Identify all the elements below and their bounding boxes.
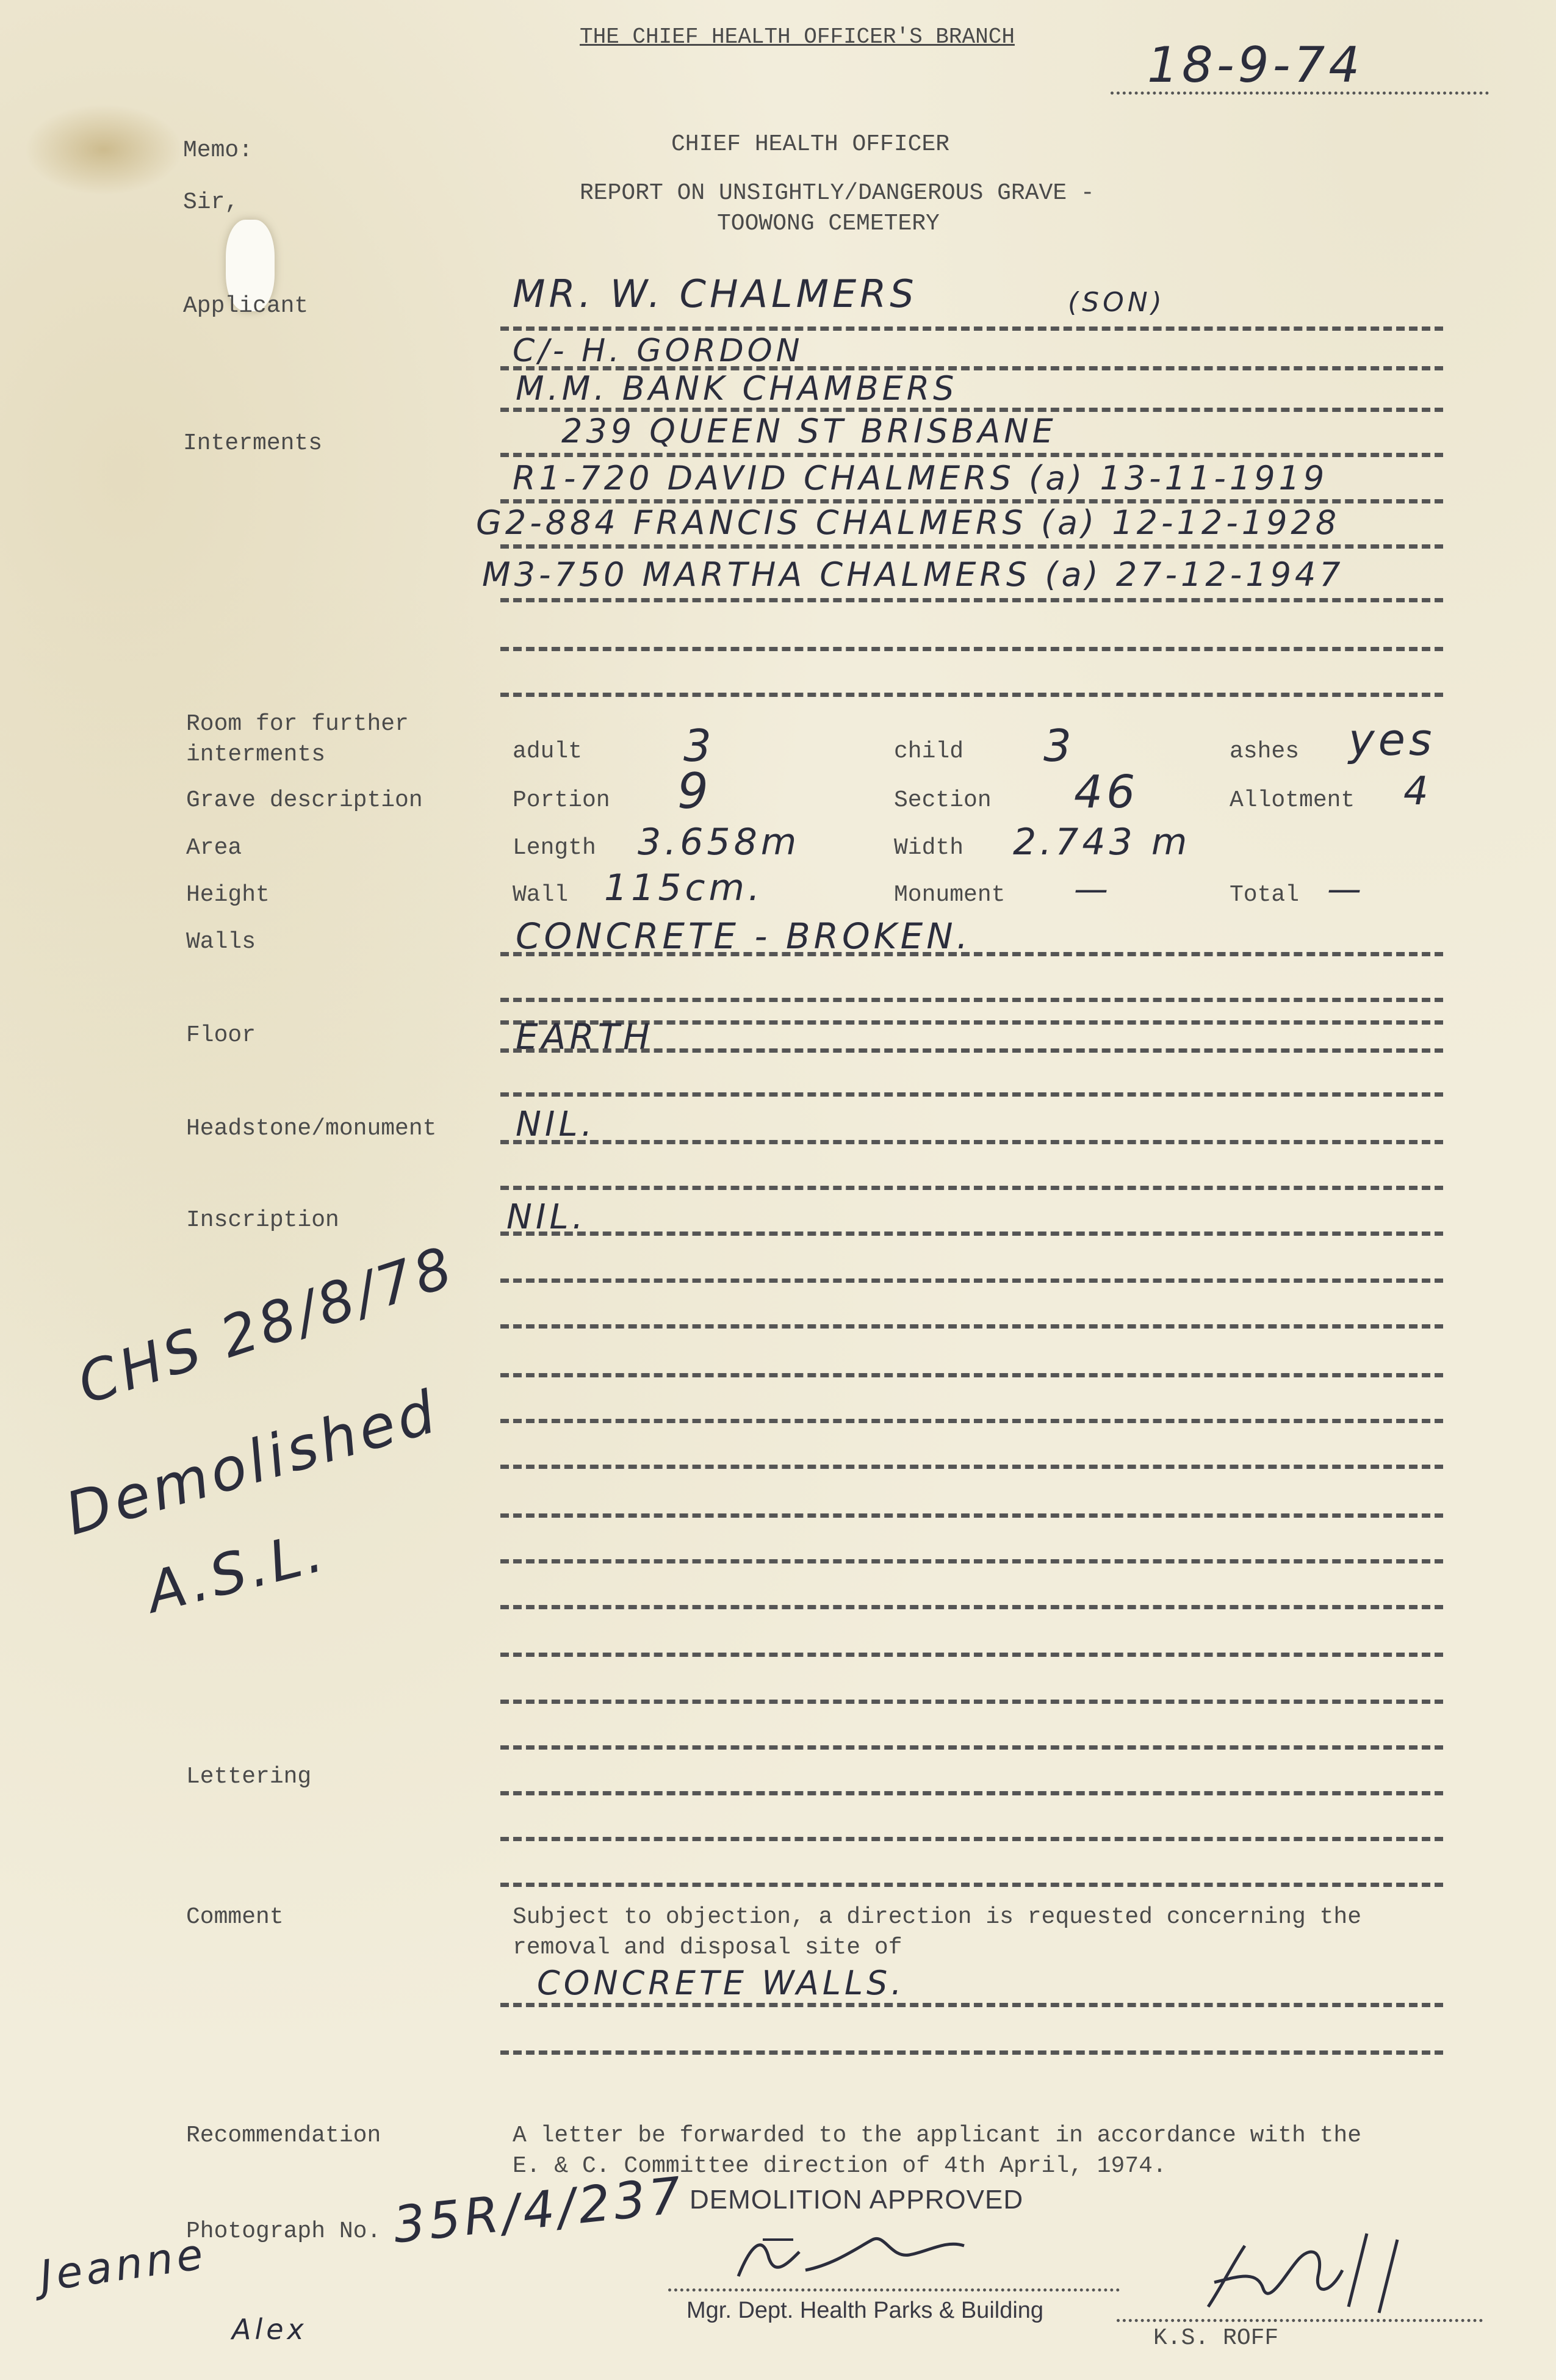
rule-inscription-7	[500, 1513, 1443, 1518]
recommendation-label: Recommendation	[186, 2122, 381, 2149]
rule-inscription-12	[500, 1745, 1443, 1750]
rule-inscription-11	[500, 1700, 1443, 1704]
applicant-care-of: C/- H. GORDON	[513, 333, 804, 369]
portion-value: 9	[677, 763, 712, 820]
adult-value: 3	[683, 720, 715, 771]
length-value: 3.658m	[638, 821, 801, 864]
rule-inscription-6	[500, 1465, 1443, 1469]
recommendation-line-2: E. & C. Committee direction of 4th April, 1974.	[513, 2153, 1167, 2179]
total-label: Total	[1230, 882, 1300, 908]
interment-2: G2-884 FRANCIS CHALMERS (a) 12-12-1928	[476, 503, 1341, 542]
rule-headstone-2	[500, 1186, 1443, 1190]
section-label: Section	[894, 787, 992, 813]
rule-applicant-3	[500, 408, 1443, 412]
monument-value: —	[1074, 870, 1112, 909]
rule-applicant-1	[500, 326, 1443, 331]
rule-floor-2	[500, 1092, 1443, 1097]
area-label: Area	[186, 835, 242, 861]
margin-note-demolished: Demolished	[58, 1377, 446, 1549]
bottom-left-initials: Jeanne	[37, 2228, 210, 2302]
headstone-label: Headstone/monument	[186, 1116, 437, 1142]
ashes-label: ashes	[1230, 738, 1300, 765]
rule-inscription-4	[500, 1373, 1443, 1377]
walls-value: CONCRETE - BROKEN.	[516, 915, 972, 957]
inscription-value: NIL.	[506, 1197, 587, 1237]
demolition-stamp-text: DEMOLITION APPROVED	[690, 2185, 1024, 2215]
margin-note-date: CHS 28/8/78	[70, 1233, 463, 1417]
total-value: —	[1327, 870, 1365, 909]
comment-line-1: Subject to objection, a direction is requested concerning the	[513, 1904, 1362, 1930]
section-value: 46	[1074, 766, 1139, 818]
width-value: 2.743 m	[1013, 821, 1191, 864]
monument-label: Monument	[894, 882, 1006, 908]
interments-label: Interments	[183, 430, 323, 456]
report-subtitle: TOOWONG CEMETERY	[717, 211, 940, 237]
comment-label: Comment	[186, 1904, 284, 1930]
addressee: CHIEF HEALTH OFFICER	[671, 131, 950, 157]
comment-line-2: removal and disposal site of	[513, 1935, 902, 1961]
portion-label: Portion	[513, 787, 610, 813]
roff-signature-line	[1117, 2319, 1483, 2322]
allotment-value: 4	[1403, 769, 1432, 814]
signatory-name: K.S. ROFF	[1153, 2325, 1279, 2351]
rule-lettering-1	[500, 1791, 1443, 1795]
height-label: Height	[186, 882, 270, 908]
rule-inscription-8	[500, 1559, 1443, 1563]
report-date: 18-9-74	[1147, 37, 1364, 93]
rule-inscription-5	[500, 1419, 1443, 1423]
rule-inscription-1	[500, 1231, 1443, 1236]
allotment-label: Allotment	[1230, 787, 1355, 813]
applicant-name: MR. W. CHALMERS	[513, 272, 918, 316]
margin-note-initials: A.S.L.	[140, 1518, 333, 1626]
rule-comment-1	[500, 2003, 1443, 2007]
roff-signature	[1184, 2221, 1416, 2325]
salutation: Sir,	[183, 189, 239, 215]
adult-label: adult	[513, 738, 583, 765]
report-title: REPORT ON UNSIGHTLY/DANGEROUS GRAVE -	[580, 180, 1095, 206]
rule-interments-5	[500, 647, 1443, 651]
lettering-label: Lettering	[186, 1764, 312, 1790]
rule-inscription-10	[500, 1653, 1443, 1657]
date-dotted-line	[1111, 92, 1489, 95]
water-stain	[24, 104, 183, 195]
grave-description-label: Grave description	[186, 787, 423, 813]
branch-heading: THE CHIEF HEALTH OFFICER'S BRANCH	[580, 24, 1015, 49]
inscription-label: Inscription	[186, 1207, 339, 1233]
rule-interments-4	[500, 598, 1443, 602]
interment-3: M3-750 MARTHA CHALMERS (a) 27-12-1947	[482, 555, 1344, 594]
rule-interments-1	[500, 453, 1443, 457]
rule-inscription-3	[500, 1324, 1443, 1329]
rule-walls-1	[500, 952, 1443, 956]
rule-interments-2	[500, 499, 1443, 503]
recommendation-line-1: A letter be forwarded to the applicant in accordance with the	[513, 2122, 1362, 2149]
applicant-label: Applicant	[183, 293, 309, 319]
wall-value: 115cm.	[604, 867, 764, 909]
child-label: child	[894, 738, 964, 765]
headstone-value: NIL.	[516, 1105, 596, 1144]
rule-interments-6	[500, 693, 1443, 697]
rule-lettering-3	[500, 1883, 1443, 1887]
manager-title: Mgr. Dept. Health Parks & Building	[686, 2298, 1044, 2323]
bottom-left-note: Alex	[232, 2313, 308, 2346]
applicant-street: 239 QUEEN ST BRISBANE	[561, 412, 1057, 450]
width-label: Width	[894, 835, 964, 861]
rule-headstone-1	[500, 1140, 1443, 1144]
rule-interments-3	[500, 544, 1443, 549]
walls-label: Walls	[186, 929, 256, 955]
photograph-label: Photograph No.	[186, 2218, 381, 2245]
length-label: Length	[513, 835, 596, 861]
comment-handwritten: CONCRETE WALLS.	[537, 1964, 906, 2002]
photograph-number: 35R/4/237	[391, 2166, 688, 2255]
room-label-1: Room for further	[186, 711, 409, 737]
rule-lettering-2	[500, 1837, 1443, 1841]
wall-label: Wall	[513, 882, 569, 908]
floor-value: EARTH	[516, 1016, 654, 1058]
room-label-2: interments	[186, 741, 326, 768]
memo-label: Memo:	[183, 137, 253, 164]
applicant-relation: (SON)	[1068, 287, 1165, 318]
rule-comment-2	[500, 2050, 1443, 2055]
manager-signature-line	[668, 2288, 1120, 2292]
manager-signature	[726, 2221, 995, 2288]
rule-inscription-2	[500, 1278, 1443, 1283]
rule-walls-2	[500, 998, 1443, 1002]
child-value: 3	[1043, 720, 1075, 771]
floor-label: Floor	[186, 1022, 256, 1048]
interment-1: R1-720 DAVID CHALMERS (a) 13-11-1919	[513, 459, 1328, 497]
ashes-value: yes	[1349, 714, 1436, 765]
rule-inscription-9	[500, 1605, 1443, 1609]
rule-floor-1	[500, 1048, 1443, 1053]
applicant-building: M.M. BANK CHAMBERS	[516, 369, 958, 408]
